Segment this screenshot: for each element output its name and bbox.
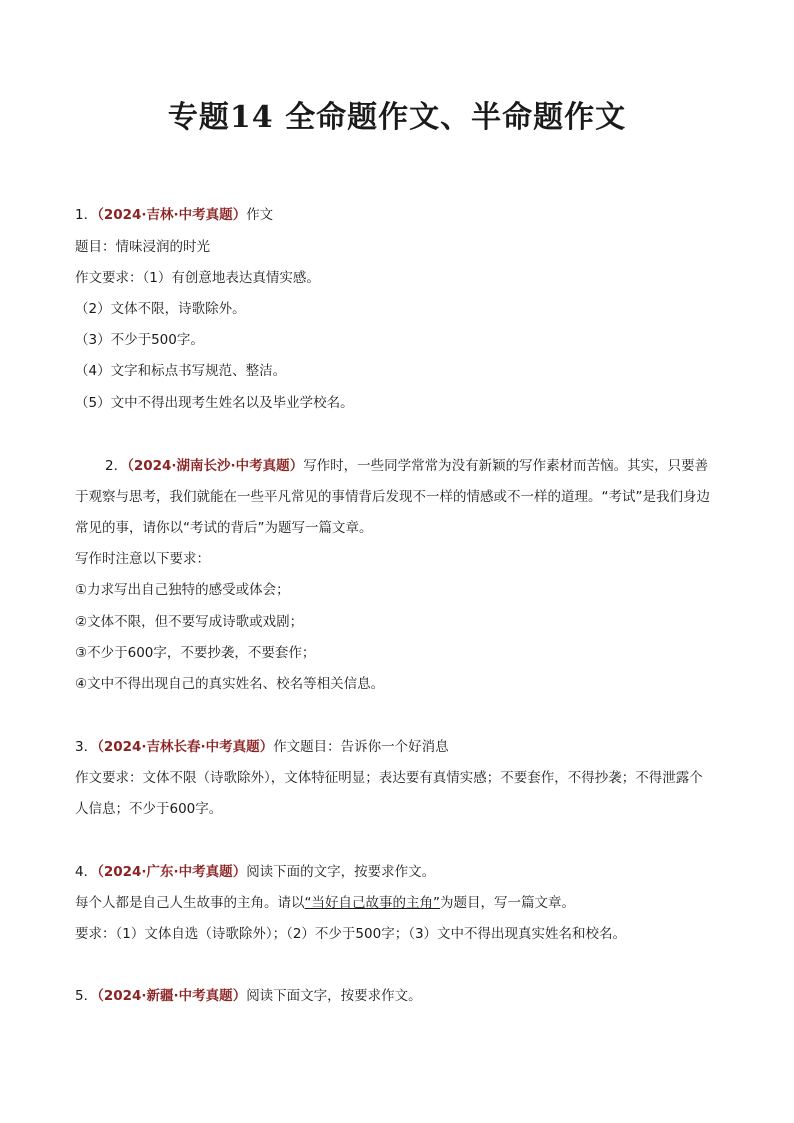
question-4-line <box>75 893 734 913</box>
question-2-line: ③不少于600字，不要抄袭，不要套作； <box>75 645 316 661</box>
question-4-line: 要求：（1）文体自选（诗歌除外）；（2）不少于500字；（3）文中不得出现真实姓名和校名。 <box>75 926 627 942</box>
question-text: 每个人都是自己人生故事的主角。请以 <box>75 895 305 911</box>
source-bracket-open: （ <box>127 458 134 474</box>
question-text: 作文 <box>246 207 274 223</box>
question-source: 2024·吉林·中考真题 <box>103 207 233 223</box>
source-bracket-open: （ <box>97 739 104 755</box>
question-1-line: （4）文字和标点书写规范、整洁。 <box>75 363 287 379</box>
question-source: 2024·广东·中考真题 <box>103 864 233 880</box>
source-bracket-close: ） <box>232 988 247 1004</box>
question-2-line: ①力求写出自己独特的感受或体会； <box>75 582 290 598</box>
source-bracket-open: （ <box>97 207 104 223</box>
question-source: 2024·湖南长沙·中考真题 <box>133 458 290 474</box>
question-1-line: 题目：情味浸润的时光 <box>75 239 210 255</box>
question-3-line: 作文要求：文体不限（诗歌除外），文体特征明显；表达要有真情实感；不要套作，不得抄袭；不得泄露个 <box>75 770 703 786</box>
source-bracket-open: （ <box>97 988 104 1004</box>
question-2-line: ④文中不得出现自己的真实姓名、校名等相关信息。 <box>75 676 385 692</box>
source-bracket-open: （ <box>97 864 104 880</box>
question-2-line: 于观察与思考，我们就能在一些平凡常见的事情背后发现不一样的情感或不一样的道理。“考试”是我们身边 <box>75 489 710 505</box>
question-2-line: ②文体不限，但不要写成诗歌或戏剧； <box>75 614 304 630</box>
question-3-line: 人信息；不少于600字。 <box>75 801 223 817</box>
question-4-header <box>75 862 734 882</box>
question-source: 2024·新疆·中考真题 <box>103 988 233 1004</box>
source-bracket-close: ） <box>259 739 274 755</box>
question-number: 3． <box>75 739 98 755</box>
question-number: 5． <box>75 988 98 1004</box>
question-text: 为题目，写一篇文章。 <box>440 895 575 911</box>
question-text: 作文题目：告诉你一个好消息 <box>273 739 449 755</box>
question-text: 阅读下面文字，按要求作文。 <box>246 988 422 1004</box>
question-text: 写作时，一些同学常常为没有新颖的写作素材而苦恼。其实，只要善 <box>303 458 709 474</box>
question-3-header <box>75 737 734 757</box>
source-bracket-close: ） <box>232 864 247 880</box>
question-number: 2． <box>105 458 128 474</box>
page-title: 专题14 全命题作文、半命题作文 <box>167 100 627 135</box>
question-1-line: 作文要求：（1）有创意地表达真情实感。 <box>75 270 320 286</box>
source-bracket-close: ） <box>289 458 304 474</box>
source-bracket-close: ） <box>232 207 247 223</box>
question-2-header <box>105 456 734 476</box>
question-2-line: 常见的事，请你以“考试的背后”为题写一篇文章。 <box>75 520 373 536</box>
question-number: 1． <box>75 207 98 223</box>
question-1-line: （5）文中不得出现考生姓名以及毕业学校名。 <box>75 395 354 411</box>
question-2-line: 写作时注意以下要求： <box>75 551 210 567</box>
question-1-line: （3）不少于500字。 <box>75 332 204 348</box>
question-text: 阅读下面的文字，按要求作文。 <box>246 864 436 880</box>
question-source: 2024·吉林长春·中考真题 <box>103 739 260 755</box>
question-5-header <box>75 986 734 1006</box>
question-1-line: （2）文体不限，诗歌除外。 <box>75 301 246 317</box>
essay-topic: “当好自己故事的主角” <box>304 895 440 911</box>
question-1-header <box>75 205 734 225</box>
question-number: 4． <box>75 864 98 880</box>
